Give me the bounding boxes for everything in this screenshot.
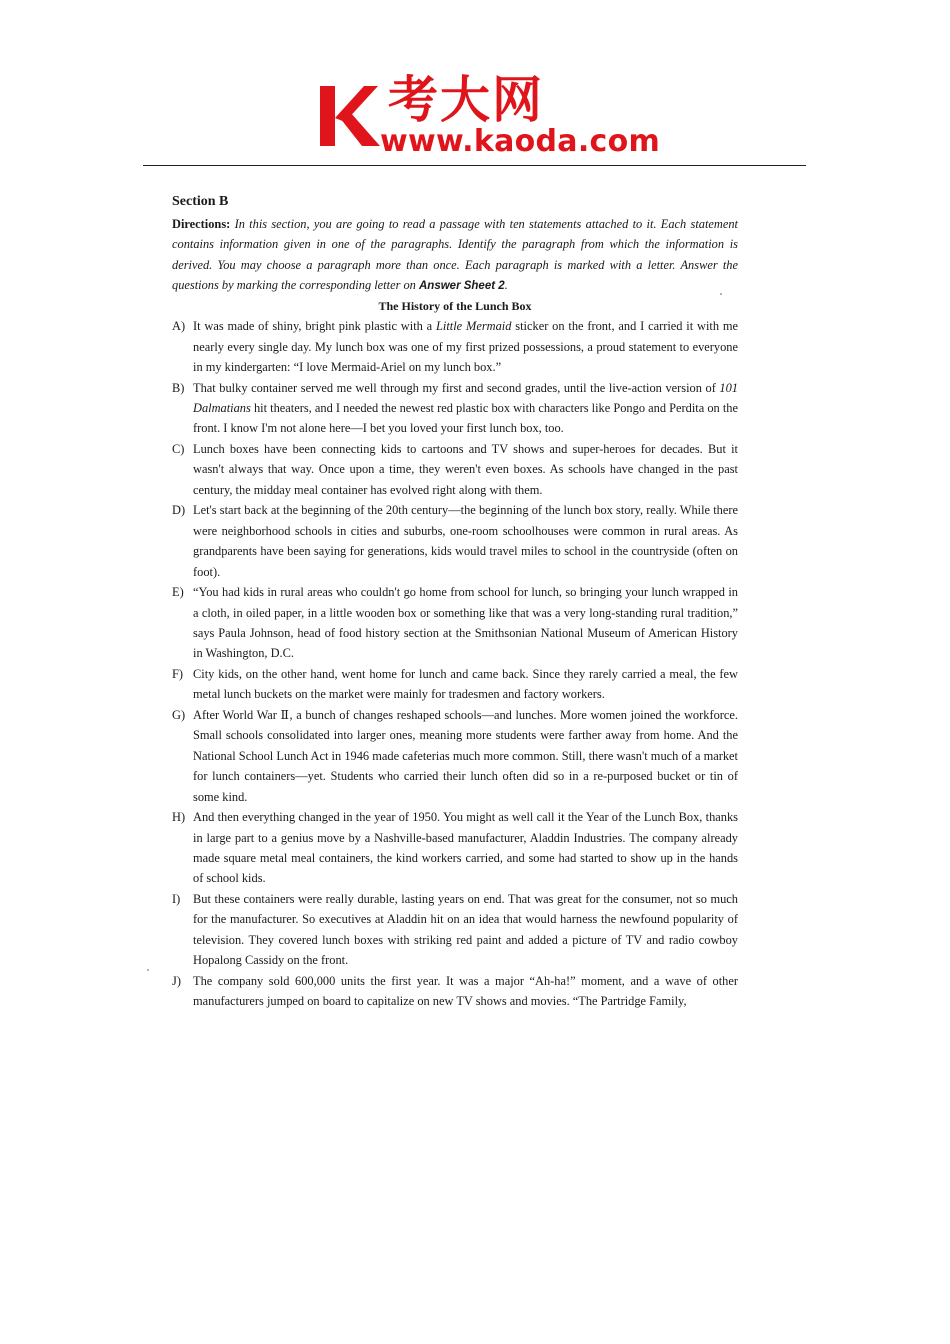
- document-body: [172, 193, 738, 1012]
- paragraph-text: The company sold 600,000 units the first year. It was a major “Ah-ha!” moment, and a wave of other manufacturers jumped on board to capitalize on new TV shows and movies. “The Partridge Family,: [193, 973, 738, 1009]
- logo-chinese-name: 考大网: [388, 71, 544, 129]
- paragraph-text: Let's start back at the beginning of the 20th century—the beginning of the lunch box story, really. While there were neighborhood schools in cities and suburbs, one-room schoolhouses were common in rural areas. As grandparents have been saying for generations, kids would travel miles to school in the countryside (often on foot).: [193, 503, 738, 579]
- paragraph-letter: C): [172, 441, 185, 456]
- paragraph: [172, 500, 738, 582]
- paragraph-text: City kids, on the other hand, went home for lunch and came back. Since they rarely carried a meal, the few metal lunch buckets on the market were mainly for tradesmen and factory workers.: [193, 666, 738, 702]
- header-divider: [143, 165, 806, 166]
- paragraph-letter: B): [172, 380, 185, 395]
- paragraph-list: [172, 316, 738, 1011]
- scan-speck: [720, 293, 722, 295]
- paragraph-text: “You had kids in rural areas who couldn't go home from school for lunch, so bringing your lunch wrapped in a cloth, in oiled paper, in a little wooden box or something like that was a very long-standing rural tradition,” says Paula Johnson, head of food history section at the Smithsonian National Museum of American History in Washington, D.C.: [193, 585, 738, 661]
- paragraph: [172, 316, 738, 377]
- paragraph-text: But these containers were really durable, lasting years on end. That was great for the consumer, not so much for the manufacturer. So executives at Aladdin hit on an idea that would harness the newfound popularity of television. They covered lunch boxes with striking red paint and added a picture of TV and radio cowboy Hopalong Cassidy on the front.: [193, 891, 738, 968]
- paragraph: [172, 582, 738, 664]
- paragraph: [172, 664, 738, 705]
- paragraph-letter: J): [172, 973, 181, 988]
- scan-speck: [147, 969, 149, 971]
- section-title: Section B: [172, 194, 229, 209]
- answer-sheet-label: Answer Sheet 2: [419, 279, 505, 292]
- passage-title: The History of the Lunch Box: [378, 299, 532, 314]
- paragraph: [172, 439, 738, 500]
- paragraph: [172, 705, 738, 807]
- paragraph: [172, 378, 738, 439]
- directions-label: Directions: [172, 217, 227, 231]
- paragraph-text: Lunch boxes have been connecting kids to cartoons and TV shows and super-heroes for decades. But it wasn't always that way. Once upon a time, they weren't even boxes. As schools have changed in the past century, the midday meal container has evolved right along with them.: [193, 441, 738, 497]
- paragraph-letter: H): [172, 810, 186, 825]
- paragraph-letter: G): [172, 707, 186, 722]
- paragraph-text: That bulky container served me well through my first and second grades, until the live-action version of 101 Dalmatians hit theaters, and I needed the newest red plastic box with characters like Pongo and Perdita on the front. I know I'm not alone here—I bet you loved your first lunch box, too.: [193, 380, 738, 436]
- paragraph: [172, 889, 738, 971]
- directions-text: In this section, you are going to read a passage with ten statements attached to it. Each statement contains information given in one of the paragraphs. Identify the paragraph from which the information is derived. You may choose a paragraph more than once. Each paragraph is marked with a letter. Answer the questions by marking the corresponding letter on: [172, 217, 738, 292]
- paragraph-letter: I): [172, 891, 181, 906]
- paragraph-text: After World War Ⅱ, a bunch of changes reshaped schools—and lunches. More women joined the workforce. Small schools consolidated into larger ones, meaning more students were farther away from home. And the National School Lunch Act in 1946 made cafeterias much more common. Still, there wasn't much of a market for lunch containers—yet. Students who carried their lunch often did so in a re-purposed bucket or tin of some kind.: [193, 707, 738, 804]
- paragraph-text: And then everything changed in the year of 1950. You might as well call it the Year of the Lunch Box, thanks in large part to a genius move by a Nashville-based manufacturer, Aladdin Industries. The company already made square metal meal containers, the kind workers carried, and some had started to show up in the hands of school kids.: [193, 810, 738, 886]
- kaoda-k-logo-icon: [318, 84, 380, 148]
- paragraph: [172, 971, 738, 1012]
- logo-url: www.kaoda.com: [380, 124, 661, 159]
- site-header: [0, 0, 950, 166]
- paragraph-letter: D): [172, 503, 186, 518]
- paragraph-letter: A): [172, 319, 186, 334]
- paragraph-text: It was made of shiny, bright pink plastic with a Little Mermaid sticker on the front, and I carried it with me nearly every single day. My lunch box was one of my first prized possessions, a proud statement to everyone in my kindergarten: “I love Mermaid-Ariel on my lunch box.”: [193, 319, 739, 375]
- directions: Directions: In this section, you are going to read a passage with ten statements attached to it. Each statement contains information given in one of the paragraphs. Identify the paragraph from which the information is derived. You may choose a paragraph more than once. Each paragraph is marked with a letter. Answer the questions by marking the corresponding letter on Answer Sheet 2.: [172, 217, 738, 292]
- paragraph-letter: F): [172, 666, 184, 681]
- paragraph-letter: E): [172, 585, 184, 600]
- paragraph: [172, 807, 738, 889]
